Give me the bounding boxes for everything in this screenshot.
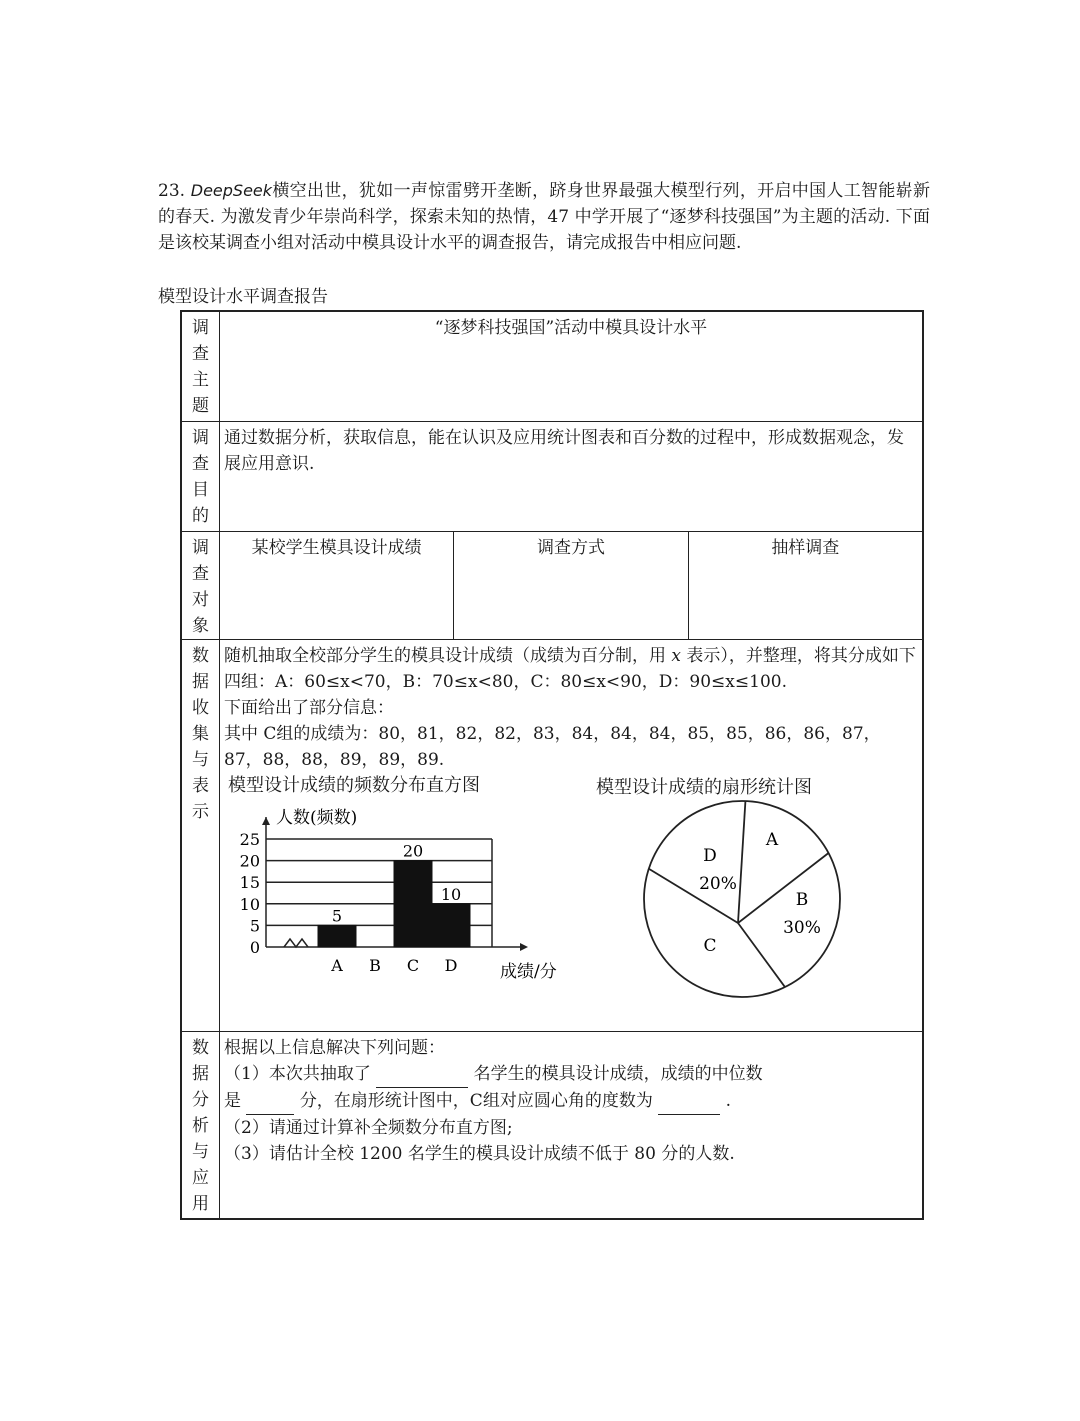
question-1-line2 [224, 1088, 918, 1115]
row-label-char: 查 [192, 344, 209, 364]
pie-slice-boundary [738, 923, 785, 987]
y-tick-label: 25 [239, 830, 260, 849]
row-label-char: 与 [192, 750, 209, 770]
group-ranges: A：60≤x<70，B：70≤x<80，C：80≤x<90，D：90≤x≤100. [275, 672, 787, 692]
x-axis-arrow [520, 943, 528, 951]
collection-line1b: 表示），并整理，将其分成如下四组： [224, 646, 916, 692]
row-label-char: 调 [192, 318, 209, 338]
row-label-char: 查 [192, 564, 209, 584]
y-axis-label: 人数(频数) [276, 808, 358, 828]
row-label-char: 据 [192, 1064, 209, 1084]
question-text [158, 178, 930, 256]
row-label-char: 收 [192, 698, 209, 718]
histogram-chart [224, 799, 557, 1005]
bar-data-label: 20 [402, 841, 424, 861]
row-analysis [182, 1032, 922, 1218]
pie-slice-percent: 20% [699, 874, 737, 894]
y-axis-arrow [262, 817, 270, 825]
x-category-label: C [406, 956, 420, 975]
row-purpose [182, 422, 922, 532]
axis-break [284, 939, 308, 947]
histogram-bar [394, 861, 432, 947]
row-label-char: 调 [192, 538, 209, 558]
pie-slice-boundary [738, 801, 745, 923]
row-label-char: 析 [192, 1116, 209, 1136]
topic-content: “逐梦科技强国”活动中模具设计水平 [434, 318, 708, 338]
purpose-content: 通过数据分析，获取信息，能在认识及应用统计图表和百分数的过程中，形成数据观念，发展应用意识. [224, 428, 904, 474]
row-label-char: 表 [192, 776, 209, 796]
model-name: DeepSeek [190, 181, 273, 200]
collection-line1a: 随机抽取全校部分学生的模具设计成绩（成绩为百分制，用 [224, 646, 672, 666]
pie-slice-percent: 30% [783, 918, 821, 938]
pie-slice-boundary [738, 853, 829, 923]
report-table [180, 310, 924, 1220]
row-collection [182, 640, 922, 1032]
collection-content [220, 640, 922, 1031]
row-label [182, 640, 220, 1031]
answer-blank-count[interactable] [376, 1061, 468, 1088]
c-scores-values: 80，81，82，82，83，84，84，84，85，85，86，86，87，87，88，88，89，89，89. [224, 724, 881, 770]
bar-data-label: 5 [331, 906, 343, 926]
row-object [182, 532, 922, 640]
row-topic [182, 312, 922, 422]
given-info: 下面给出了部分信息： [224, 698, 394, 718]
pie-slice-label: D [703, 846, 717, 866]
q1-part-e: . [725, 1091, 732, 1111]
row-label-char: 分 [192, 1090, 209, 1110]
question-3: （3）请估计全校 1200 名学生的模具设计成绩不低于 80 分的人数. [224, 1144, 735, 1164]
question-number: 23. [158, 181, 186, 201]
q1-part-a: （1）本次共抽取了 [224, 1064, 371, 1084]
histogram-title: 模型设计成绩的频数分布直方图 [228, 775, 480, 796]
x-category-label: B [369, 956, 381, 975]
answer-blank-angle[interactable] [658, 1088, 720, 1115]
row-label-char: 示 [192, 802, 209, 822]
x-category-label: D [444, 956, 458, 975]
row-label-char: 据 [192, 672, 209, 692]
row-label-char: 题 [192, 396, 209, 416]
question-1-line1 [224, 1061, 918, 1088]
y-tick-label: 5 [249, 916, 260, 936]
row-label-char: 数 [192, 646, 209, 666]
var-x: x [671, 646, 681, 666]
row-label [182, 312, 220, 421]
histogram-bar [432, 904, 470, 947]
q1-part-b: 名学生的模具设计成绩，成绩的中位数 [473, 1064, 763, 1084]
y-tick-label: 0 [249, 938, 260, 957]
row-label-char: 应 [192, 1168, 209, 1188]
question-2: （2）请通过计算补全频数分布直方图; [224, 1118, 513, 1138]
c-scores [224, 721, 918, 773]
analysis-content [220, 1032, 922, 1218]
pie-title: 模型设计成绩的扇形统计图 [596, 777, 812, 798]
pie-slice-label: C [703, 936, 717, 956]
row-label-char: 集 [192, 724, 209, 744]
object-cell: 某校学生模具设计成绩 [251, 538, 422, 558]
report-title: 模型设计水平调查报告 [158, 287, 328, 307]
analysis-intro: 根据以上信息解决下列问题： [224, 1038, 445, 1058]
y-tick-label: 20 [239, 851, 260, 871]
y-tick-label: 10 [239, 894, 260, 914]
histogram-bar [318, 925, 356, 947]
bar-data-label: 10 [440, 884, 462, 904]
x-category-label: A [331, 956, 343, 975]
q1-part-d: 分，在扇形统计图中，C组对应圆心角的度数为 [299, 1091, 653, 1111]
question-body: 横空出世，犹如一声惊雷劈开垄断，跻身世界最强大模型行列，开启中国人工智能崭新的春天. 为激发青少年崇尚科学，探索未知的热情，47 中学开展了“逐梦科技强国”为主题的活动. 下面是该校某调查小组对活动中模具设计水平的调查报告，请完成报告中相应问题. [158, 181, 930, 253]
object-cells [220, 532, 922, 639]
q1-part-c: 是 [224, 1091, 241, 1111]
row-label-char: 调 [192, 428, 209, 448]
x-axis-label: 成绩/分 [500, 962, 557, 982]
row-label-char: 与 [192, 1142, 209, 1162]
row-label [182, 532, 220, 639]
pie-chart [598, 799, 858, 1005]
row-label-char: 查 [192, 454, 209, 474]
c-scores-prefix: 其中 C组的成绩为： [224, 724, 379, 744]
pie-slice-label: B [795, 890, 809, 910]
method-label-cell: 调查方式 [453, 532, 687, 639]
row-label-char: 对 [192, 590, 209, 610]
y-tick-label: 15 [239, 873, 260, 893]
row-label [182, 422, 220, 531]
row-label-char: 主 [192, 370, 209, 390]
row-label-char: 目 [192, 480, 209, 500]
row-label-char: 的 [192, 506, 209, 526]
row-label-char: 数 [192, 1038, 209, 1058]
pie-slice-label: A [765, 830, 779, 850]
charts-area [224, 773, 918, 1005]
answer-blank-median[interactable] [246, 1088, 294, 1115]
row-label [182, 1032, 220, 1218]
row-label-char: 用 [192, 1194, 209, 1214]
row-label-char: 象 [192, 616, 209, 636]
pie-outline [644, 801, 840, 997]
method-value-cell: 抽样调查 [688, 532, 922, 639]
collection-text [224, 643, 918, 695]
